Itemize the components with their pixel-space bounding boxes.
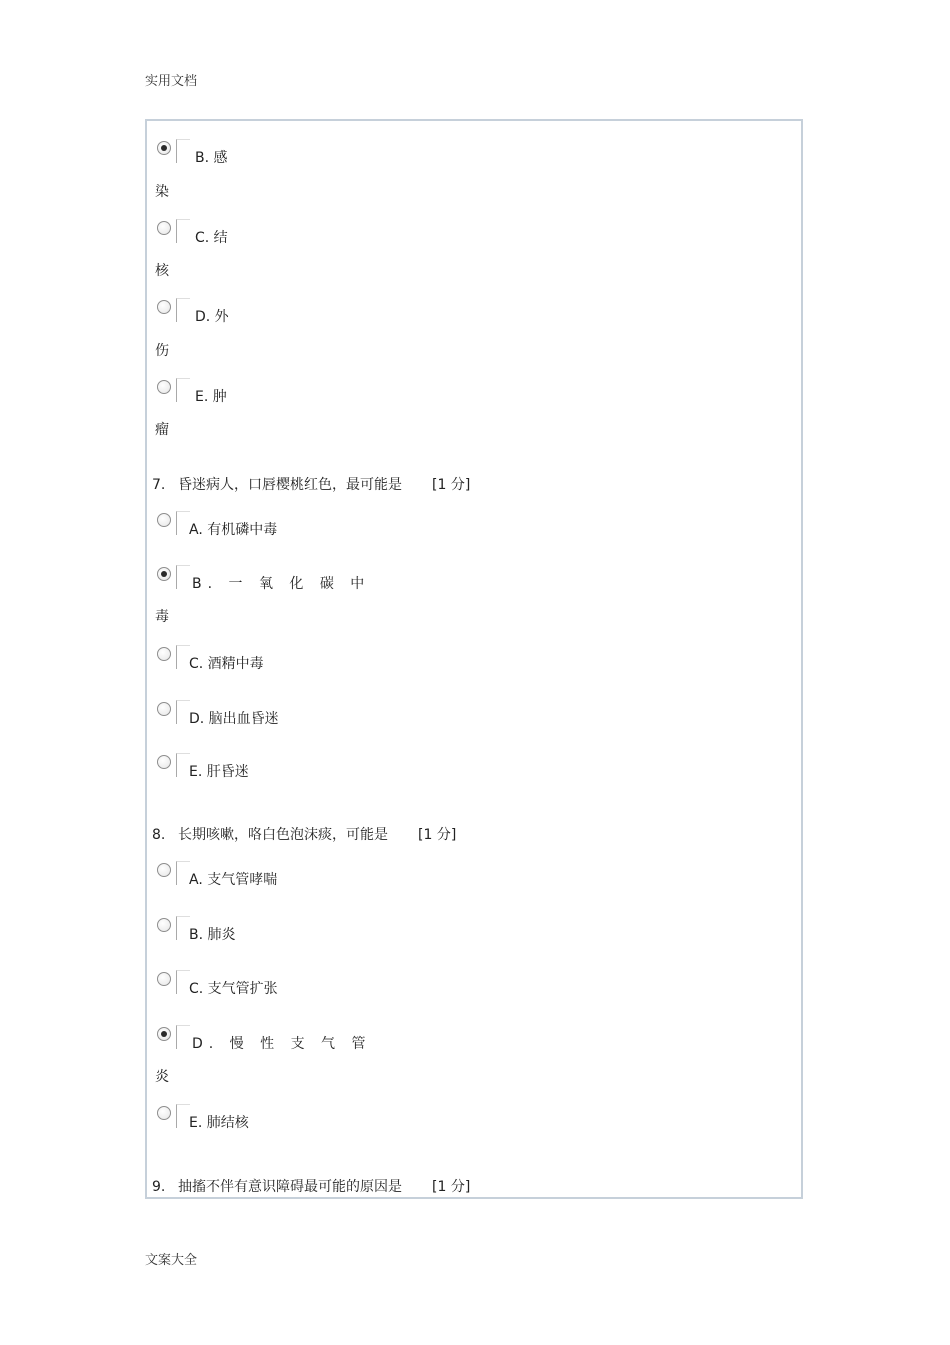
radio-button[interactable] xyxy=(157,918,171,932)
option-label-wrap: 伤 xyxy=(155,343,169,359)
radio-button-selected[interactable] xyxy=(157,1027,171,1041)
radio-button[interactable] xyxy=(157,300,171,314)
option-label-wrap: 核 xyxy=(155,263,169,279)
question-number: 8. xyxy=(152,827,166,843)
option-label: C. 支气管扩张 xyxy=(189,981,278,997)
radio-button[interactable] xyxy=(157,647,171,661)
radio-button[interactable] xyxy=(157,380,171,394)
option-label: E. 肿 xyxy=(195,389,227,405)
option-label: A. 有机磷中毒 xyxy=(189,522,278,538)
question-text: 昏迷病人，口唇樱桃红色，最可能是 xyxy=(178,477,402,493)
option-label: D. 脑出血昏迷 xyxy=(189,711,279,727)
page-header: 实用文档 xyxy=(145,74,198,89)
page-footer: 文案大全 xyxy=(145,1253,198,1268)
option-label: A. 支气管哮喘 xyxy=(189,872,278,888)
exam-frame xyxy=(145,119,803,1199)
radio-button-selected[interactable] xyxy=(157,141,171,155)
radio-button[interactable] xyxy=(157,1106,171,1120)
option-label: B. 感 xyxy=(195,150,228,166)
option-label-wrap: 炎 xyxy=(155,1069,169,1085)
option-label: E. 肝昏迷 xyxy=(189,764,249,780)
question-9 xyxy=(152,1176,470,1196)
option-label-wrap: 毒 xyxy=(155,609,169,625)
option-label: C. 结 xyxy=(195,230,228,246)
option-label: E. 肺结核 xyxy=(189,1115,249,1131)
option-label: B. 一 氧 化 碳 中 xyxy=(192,576,371,592)
option-label-wrap: 瘤 xyxy=(155,422,169,438)
option-label: C. 酒精中毒 xyxy=(189,656,264,672)
question-score: [1 分] xyxy=(418,827,457,843)
option-label-wrap: 染 xyxy=(155,184,169,200)
question-text: 抽搐不伴有意识障碍最可能的原因是 xyxy=(178,1179,402,1195)
question-number: 9. xyxy=(152,1179,166,1195)
question-score: [1 分] xyxy=(432,477,471,493)
radio-button-selected[interactable] xyxy=(157,567,171,581)
question-number: 7. xyxy=(152,477,166,493)
radio-button[interactable] xyxy=(157,972,171,986)
question-8 xyxy=(152,824,456,844)
radio-button[interactable] xyxy=(157,863,171,877)
radio-button[interactable] xyxy=(157,221,171,235)
question-7 xyxy=(152,474,470,494)
option-label: D. 慢 性 支 气 管 xyxy=(192,1036,372,1052)
radio-button[interactable] xyxy=(157,755,171,769)
radio-button[interactable] xyxy=(157,513,171,527)
question-text: 长期咳嗽，咯白色泡沫痰，可能是 xyxy=(178,827,388,843)
option-label: B. 肺炎 xyxy=(189,927,236,943)
radio-button[interactable] xyxy=(157,702,171,716)
question-score: [1 分] xyxy=(432,1179,471,1195)
option-label: D. 外 xyxy=(195,309,229,325)
